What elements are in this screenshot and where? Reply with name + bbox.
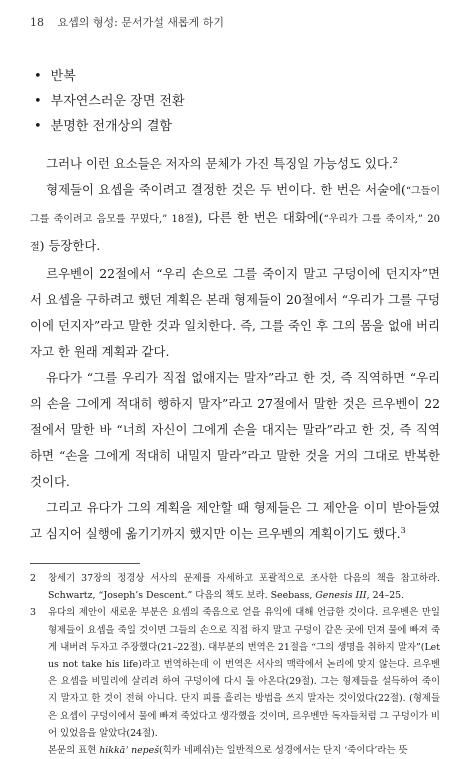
bullet-item: • 분명한 전개상의 결함 <box>34 114 440 139</box>
paragraph-1: 그러나 이런 요소들은 저자의 문체가 가진 특징일 가능성도 있다.$^2$ <box>46 155 398 171</box>
book-title: Genesis III <box>315 590 367 602</box>
page-number: 18 <box>30 16 44 29</box>
paragraph-5: 그리고 유다가 그의 계획을 제안할 때 형제들은 그 제안을 이미 받아들였고 심지어 실행에 옮기기까지 했지만 이는 르우벤의 계획이기도 했다.$^3$ <box>30 500 440 541</box>
paragraph-3: 르우벤이 22절에서 “우리 손으로 그를 죽이지 말고 구덩이에 던지자”면서 요셉을 구하려고 했던 계획은 본래 형제들이 20절에서 “우리가 그를 구덩이에 던지자”라고 말한 것과 일치한다. 즉, 그를 죽인 후 그의 몸을 없애 버리자고 한 원래 계획과 같다. <box>30 266 440 359</box>
footnote-2: 2 창세기 37장의 정경상 서사의 문제를 자세하고 포괄적으로 조사한 다음의 책을 참고하라. Schwartz, “Joseph’s Descent.” 다음의 책도 보라. Seebass, Genesis III, 24–25. <box>30 570 440 604</box>
footnote-ref-2[interactable]: 2 <box>392 155 398 165</box>
inline-quote: “우리가 그를 죽이자,” 20절 <box>30 214 440 253</box>
inline-quote: “그들이 그를 죽이려고 음모를 꾸몄다,” 18절 <box>30 186 440 225</box>
paragraph-2: 형제들이 요셉을 죽이려고 결정한 것은 두 번이다. 한 번은 서술에(“그들이 그를 죽이려고 음모를 꾸몄다,” 18절), 다른 한 번은 대화에(“우리가 그를 죽이자,” 20절) 등장한다. <box>30 182 440 253</box>
footnote-ref-3[interactable]: 3 <box>400 525 406 535</box>
bullet-list <box>30 64 440 139</box>
running-title: 요셉의 형성: 문서가설 새롭게 하기 <box>57 16 224 29</box>
paragraph-4: 유다가 “그를 우리가 직접 없애지는 말자”라고 한 것, 즉 직역하면 “우리의 손을 그에게 적대히 행하지 말자”라고 27절에서 말한 것은 르우벤이 22절에서 말한 바 “너희 자신이 그에게 손을 대지는 말라”라고 한 것, 즉 직역하면 “손을 그에게 적대히 내밀지 말라”라고 말한 것을 거의 그대로 반복한 것이다. <box>30 370 440 489</box>
bullet-item: • 반복 <box>34 64 440 89</box>
footnote-divider <box>30 563 140 564</box>
bullet-item: • 부자연스러운 장면 전환 <box>34 89 440 114</box>
footnote-3: 3 유다의 제안이 새로운 부분은 요셉의 죽음으로 얻을 유익에 대해 언급한 것이다. 르우벤은 만일 형제들이 요셉을 죽일 것이면 그들의 손으로 직접 하지 말고 구덩이 같은 곳에 던져 물에 빠져 죽게 내버려 두자고 주장했다(21–22절). 대부분의 번역은 21절을 “그의 생명을 취하지 말자”(Let us not take his life)라고 번역하는데 이 번역은 서사의 맥락에서 논리에 맞지 않는다. 르우벤은 요셉을 비밀리에 살리려 하여 구덩이에 다시 둘 아온다(29절). 그는 형제들을 설득하여 죽이지 말자고 한 것이 전혀 아니다. 단지 피를 흘리는 방법을 쓰지 말자는 것이었다(22절). (형제들은 요셉이 구덩이에서 물에 빠져 죽었다고 생각했을 것이며, 르우벤만 독자들처럼 그 구덩이가 비어 있었음을 알았다(24절). <box>30 604 440 742</box>
hebrew-term: hikkāʾ nepeš <box>99 745 160 757</box>
footnote-number: 2 <box>30 573 36 584</box>
footnote-number: 3 <box>30 607 36 619</box>
running-header <box>30 14 440 30</box>
footnote-3-continued: 본문의 표현 hikkāʾ nepeš(힉카 네페쉬)는 일반적으로 성경에서는 단지 ‘죽이다’라는 뜻 <box>48 745 408 757</box>
